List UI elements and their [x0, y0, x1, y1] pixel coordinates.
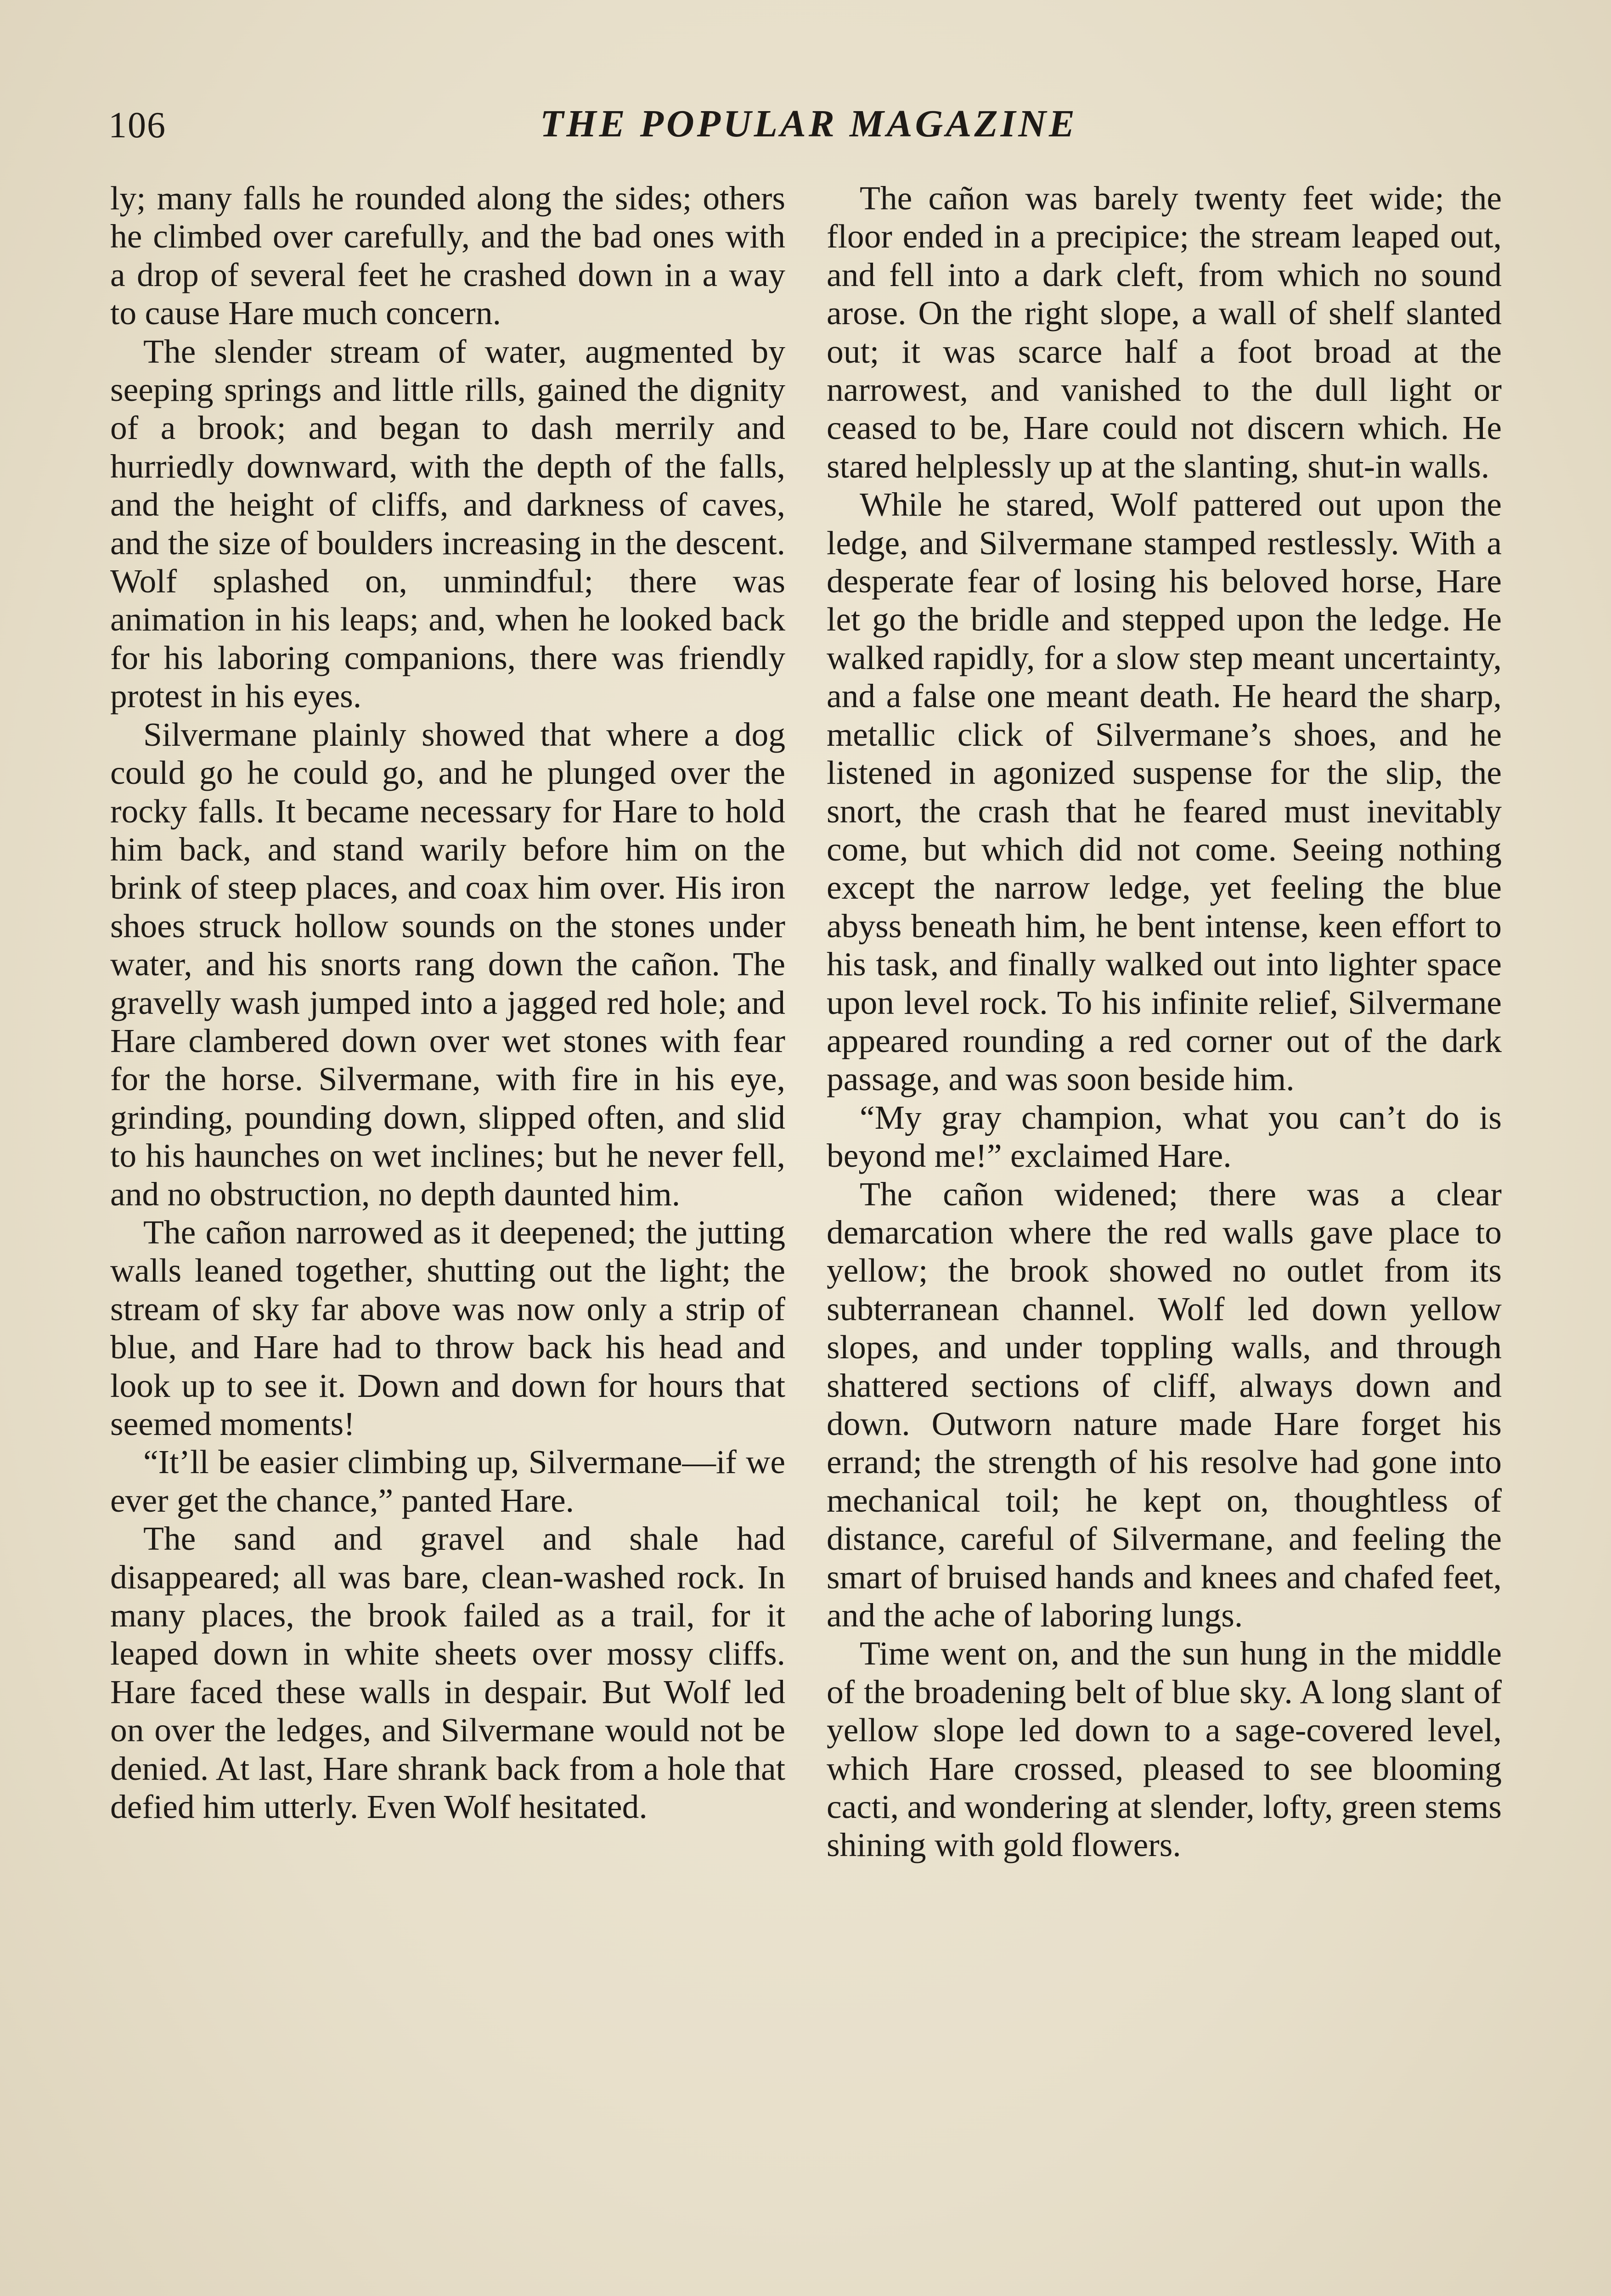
paragraph: The cañon was barely twenty feet wide; the floor ended in a precipice; the stream leaped out, and fell into a dark cleft, from which no sound arose. On the right slope, a wall of shelf slanted out; it was scarce half a foot broad at the narrowest, and vanished to the dull light or ceased to be, Hare could not discern which. He stared helplessly up at the slanting, shut-in walls. [827, 180, 1502, 485]
paragraph: The cañon widened; there was a clear demarcation where the red walls gave place to yellow; the brook showed no outlet from its subterranean channel. Wolf led down yellow slopes, and under toppling walls, and through shattered sections of cliff, always down and down. Outworn nature made Hare forget his errand; the strength of his resolve had gone into mechanical toil; he kept on, thoughtless of distance, careful of Silvermane, and feeling the smart of bruised hands and knees and chafed feet, and the ache of laboring lungs. [827, 1175, 1502, 1634]
paragraph: “It’ll be easier climbing up, Silvermane—if we ever get the chance,” panted Hare. [110, 1443, 785, 1519]
paragraph: ly; many falls he rounded along the sides; others he climbed over carefully, and the bad ones with a drop of several feet he crashed down in a way to cause Hare much concern. [110, 180, 785, 332]
paragraph: While he stared, Wolf pattered out upon the ledge, and Silvermane stamped restlessly. With a desperate fear of losing his beloved horse, Hare let go the bridle and stepped upon the ledge. He walked rapidly, for a slow step meant uncertainty, and a false one meant death. He heard the sharp, metallic click of Silvermane’s shoes, and he listened in agonized suspense for the slip, the snort, the crash that he feared must inevitably come, but which did not come. Seeing nothing except the narrow ledge, yet feeling the blue abyss beneath him, he bent intense, keen effort to his task, and finally walked out into lighter space upon level rock. To his infinite relief, Silvermane appeared rounding a red corner out of the dark passage, and was soon beside him. [827, 486, 1502, 1098]
paragraph: Time went on, and the sun hung in the middle of the broadening belt of blue sky. A long slant of yellow slope led down to a sage-covered level, which Hare crossed, pleased to see blooming cacti, and wondering at slender, lofty, green stems shining with gold flowers. [827, 1635, 1502, 1864]
running-title: THE POPULAR MAGAZINE [540, 102, 1078, 145]
paragraph: The cañon narrowed as it deepened; the jutting walls leaned together, shutting out the light; the stream of sky far above was now only a strip of blue, and Hare had to throw back his head and look up to see it. Down and down for hours that seemed moments! [110, 1213, 785, 1442]
page-number: 106 [108, 105, 166, 146]
paragraph: Silvermane plainly showed that where a dog could go he could go, and he plunged over the rocky falls. It became necessary for Hare to hold him back, and stand warily before him on the brink of steep places, and coax him over. His iron shoes struck hollow sounds on the stones under water, and his snorts rang down the cañon. The gravelly wash jumped into a jagged red hole; and Hare clambered down over wet stones with fear for the horse. Silvermane, with fire in his eye, grinding, pounding down, slipped often, and slid to his haunches on wet inclines; but he never fell, and no obstruction, no depth daunted him. [110, 715, 785, 1213]
page-header [108, 94, 1509, 154]
right-column [827, 179, 1502, 1864]
paragraph: “My gray champion, what you can’t do is beyond me!” exclaimed Hare. [827, 1098, 1502, 1175]
paragraph: The slender stream of water, augmented by seeping springs and little rills, gained the dignity of a brook; and began to dash merrily and hurriedly downward, with the depth of the falls, and the height of cliffs, and darkness of caves, and the size of boulders increasing in the descent. Wolf splashed on, unmindful; there was animation in his leaps; and, when he looked back for his laboring companions, there was friendly protest in his eyes. [110, 332, 785, 715]
left-column [110, 179, 785, 1826]
paragraph: The sand and gravel and shale had disappeared; all was bare, clean-washed rock. In many places, the brook failed as a trail, for it leaped down in white sheets over mossy cliffs. Hare faced these walls in despair. But Wolf led on over the ledges, and Silvermane would not be denied. At last, Hare shrank back from a hole that defied him utterly. Even Wolf hesitated. [110, 1520, 785, 1826]
